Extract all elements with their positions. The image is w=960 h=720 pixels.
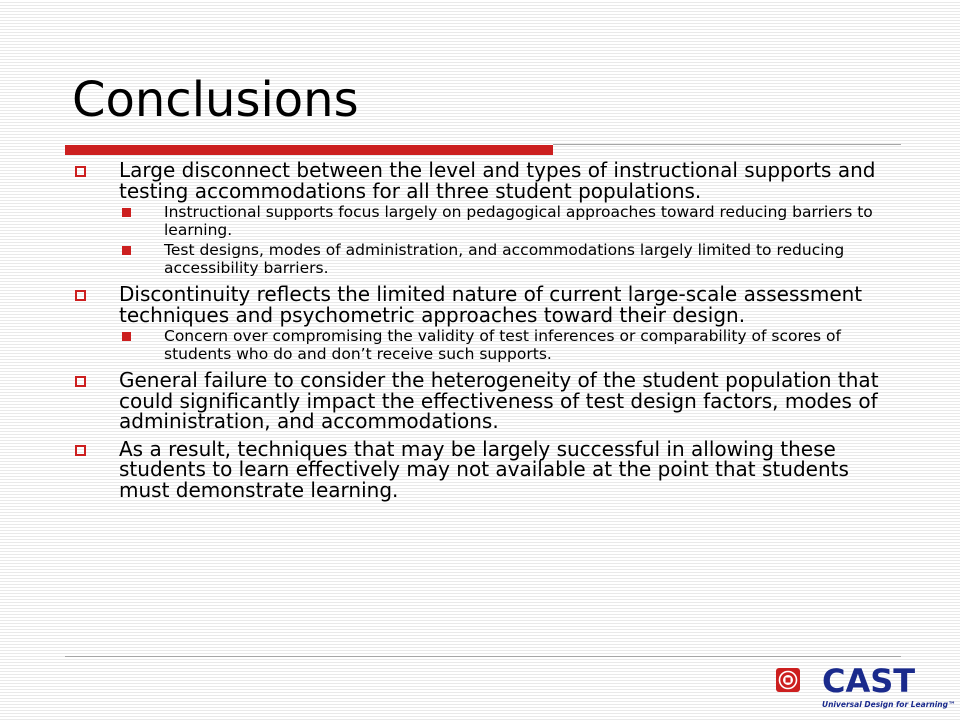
sub-bullet-item (72, 328, 887, 363)
bullet-item (72, 436, 887, 502)
bullet-item (72, 160, 887, 277)
hollow-square-bullet-icon (75, 290, 86, 301)
bullet-item (72, 284, 887, 363)
bullet-item (72, 370, 887, 432)
bullet-text: Discontinuity reflects the limited nature of current large-scale assessment techniques and psychometric approaches toward their design. (119, 282, 863, 327)
hollow-square-bullet-icon (75, 445, 86, 456)
bullet-text: General failure to consider the heterogeneity of the student population that could significantly impact the effectiveness of test design factors, modes of administration, and accommodations. (119, 368, 879, 433)
slide-title: Conclusions (72, 72, 359, 128)
sub-bullet-item (72, 242, 887, 277)
sub-bullet-text: Concern over compromising the validity of test inferences or comparability of scores of students who do and don’t receive such supports. (164, 327, 841, 363)
seal-icon (776, 668, 800, 692)
hollow-square-bullet-icon (75, 166, 86, 177)
cast-logo (818, 662, 956, 714)
title-underline-accent (65, 145, 553, 155)
sub-bullet-text: Test designs, modes of administration, and accommodations largely limited to reducing accessibility barriers. (164, 241, 845, 277)
bullet-text: As a result, techniques that may be largely successful in allowing these students to learn effectively may not available at the point that students must demonstrate learning. (119, 436, 849, 502)
logo-tagline: Universal Design for Learning™ (822, 700, 956, 709)
filled-square-bullet-icon (122, 246, 131, 255)
filled-square-bullet-icon (122, 208, 131, 217)
bullet-list (72, 160, 887, 500)
sub-bullet-text: Instructional supports focus largely on pedagogical approaches toward reducing barriers to learning. (164, 203, 873, 239)
hollow-square-bullet-icon (75, 376, 86, 387)
bullet-text: Large disconnect between the level and types of instructional supports and testing accommodations for all three student populations. (119, 158, 876, 203)
title-underline-rule (553, 144, 901, 145)
sub-bullet-item (72, 204, 887, 239)
footer-rule (65, 656, 901, 657)
filled-square-bullet-icon (122, 332, 131, 341)
logo-wordmark: CAST (822, 662, 916, 700)
title-underline (65, 143, 901, 155)
